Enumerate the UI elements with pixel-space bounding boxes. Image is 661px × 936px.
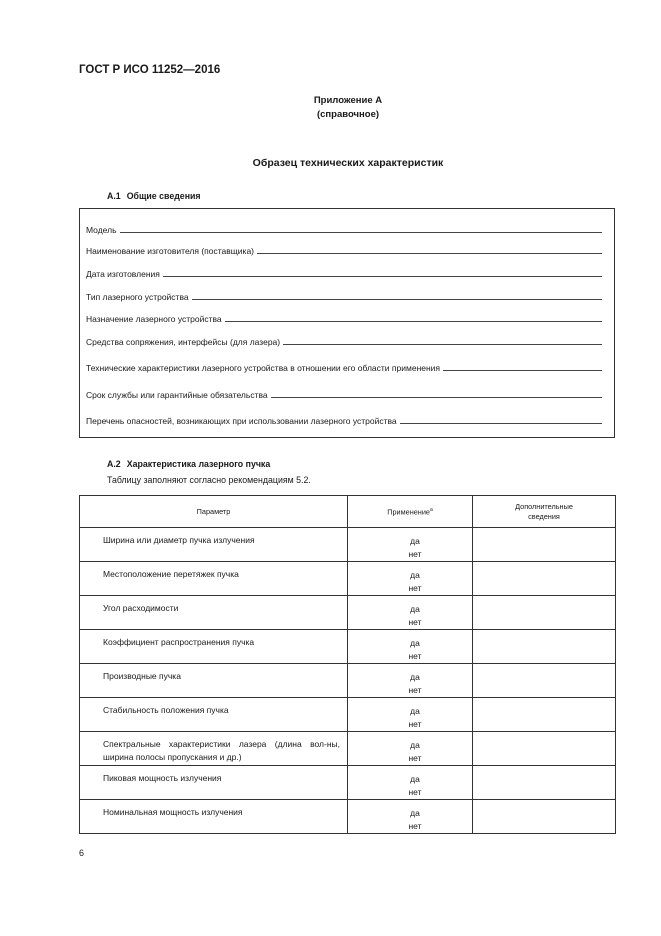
additional-info-cell[interactable] [473, 562, 616, 596]
table-row [80, 528, 616, 562]
section-a1-number: А.1 [107, 191, 121, 201]
option-no[interactable]: нет [408, 549, 422, 559]
additional-info-cell[interactable] [473, 800, 616, 834]
fill-line[interactable] [163, 276, 602, 277]
param-cell: Угол расходимости [80, 596, 348, 630]
section-a2-title: Характеристика лазерного пучка [126, 459, 271, 469]
annex-heading [0, 94, 661, 122]
section-a2-number: А.2 [107, 459, 121, 469]
application-cell[interactable] [348, 528, 473, 562]
additional-info-cell[interactable] [473, 732, 616, 766]
table-row [80, 732, 616, 766]
field-laser-type[interactable] [86, 290, 602, 302]
additional-info-cell[interactable] [473, 630, 616, 664]
fill-line[interactable] [120, 232, 602, 233]
field-hazards[interactable] [86, 414, 602, 426]
application-cell[interactable] [348, 766, 473, 800]
param-cell: Производные пучка [80, 664, 348, 698]
option-yes[interactable]: да [410, 536, 420, 546]
table-row [80, 698, 616, 732]
option-yes[interactable]: да [410, 774, 420, 784]
field-label: Средства сопряжения, интерфейсы (для лазера) [86, 337, 281, 347]
field-manufacturer[interactable] [86, 244, 602, 256]
application-cell[interactable] [348, 630, 473, 664]
field-label: Дата изготовления [86, 269, 160, 279]
fill-line[interactable] [443, 370, 602, 371]
section-a2-heading [107, 459, 270, 469]
option-yes[interactable]: да [410, 740, 420, 750]
fill-line[interactable] [271, 397, 602, 398]
field-label: Модель [86, 225, 117, 235]
fill-line[interactable] [400, 423, 602, 424]
option-no[interactable]: нет [408, 821, 422, 831]
table-row [80, 596, 616, 630]
option-yes[interactable]: да [410, 570, 420, 580]
fill-line[interactable] [225, 321, 602, 322]
option-yes[interactable]: да [410, 808, 420, 818]
section-a1-title: Общие сведения [126, 191, 201, 201]
option-no[interactable]: нет [408, 651, 422, 661]
application-cell[interactable] [348, 800, 473, 834]
param-cell: Номинальная мощность излучения [80, 800, 348, 834]
option-yes[interactable]: да [410, 638, 420, 648]
table-row [80, 630, 616, 664]
section-a1-heading [107, 191, 201, 201]
option-no[interactable]: нет [408, 685, 422, 695]
field-service-life[interactable] [86, 388, 602, 400]
param-cell: Коэффициент распространения пучка [80, 630, 348, 664]
additional-info-cell[interactable] [473, 698, 616, 732]
param-cell: Пиковая мощность излучения [80, 766, 348, 800]
field-label: Наименование изготовителя (поставщика) [86, 246, 254, 256]
field-label: Тип лазерного устройства [86, 292, 189, 302]
general-info-form [79, 208, 615, 438]
field-label: Технические характеристики лазерного устройства в отношении его области применения [86, 363, 441, 373]
option-no[interactable]: нет [408, 617, 422, 627]
param-cell: Спектральные характеристики лазера (длина вол-ны, ширина полосы пропускания и др.) [80, 732, 348, 766]
additional-info-cell[interactable] [473, 528, 616, 562]
option-yes[interactable]: да [410, 604, 420, 614]
option-no[interactable]: нет [408, 753, 422, 763]
application-cell[interactable] [348, 664, 473, 698]
field-interfaces[interactable] [86, 335, 602, 347]
page-number: 6 [79, 848, 85, 858]
field-laser-purpose[interactable] [86, 312, 602, 324]
application-cell[interactable] [348, 596, 473, 630]
header-parameter: Параметр [80, 496, 348, 528]
param-cell: Местоположение перетяжек пучка [80, 562, 348, 596]
application-cell[interactable] [348, 698, 473, 732]
additional-info-cell[interactable] [473, 664, 616, 698]
table-row [80, 562, 616, 596]
fill-line[interactable] [283, 344, 602, 345]
header-additional-info: Дополнительные сведения [473, 496, 616, 528]
option-no[interactable]: нет [408, 719, 422, 729]
table-note: Таблицу заполняют согласно рекомендациям 5.2. [107, 475, 311, 485]
annex-subtitle: (справочное) [316, 109, 380, 120]
field-technical-specs[interactable] [86, 361, 602, 373]
option-no[interactable]: нет [408, 787, 422, 797]
field-label: Перечень опасностей, возникающих при использовании лазерного устройства [86, 416, 397, 426]
application-cell[interactable] [348, 732, 473, 766]
document-code: ГОСТ Р ИСО 11252—2016 [79, 64, 221, 76]
annex-title: Приложение А [313, 95, 383, 106]
param-cell: Ширина или диаметр пучка излучения [80, 528, 348, 562]
table-row [80, 766, 616, 800]
table-row [80, 664, 616, 698]
field-manufacture-date[interactable] [86, 267, 602, 279]
application-cell[interactable] [348, 562, 473, 596]
header-application: Применение$^a$ [348, 496, 473, 528]
main-title: Образец технических характеристик [252, 157, 444, 169]
beam-characteristics-table [79, 495, 616, 834]
field-label: Срок службы или гарантийные обязательства [86, 390, 268, 400]
option-yes[interactable]: да [410, 672, 420, 682]
field-model[interactable] [86, 223, 602, 235]
option-yes[interactable]: да [410, 706, 420, 716]
footnote-marker: a [429, 507, 433, 514]
param-cell: Стабильность положения пучка [80, 698, 348, 732]
additional-info-cell[interactable] [473, 766, 616, 800]
fill-line[interactable] [192, 299, 602, 300]
table-row [80, 800, 616, 834]
table-header-row [80, 496, 616, 528]
field-label: Назначение лазерного устройства [86, 314, 222, 324]
additional-info-cell[interactable] [473, 596, 616, 630]
fill-line[interactable] [257, 253, 602, 254]
option-no[interactable]: нет [408, 583, 422, 593]
